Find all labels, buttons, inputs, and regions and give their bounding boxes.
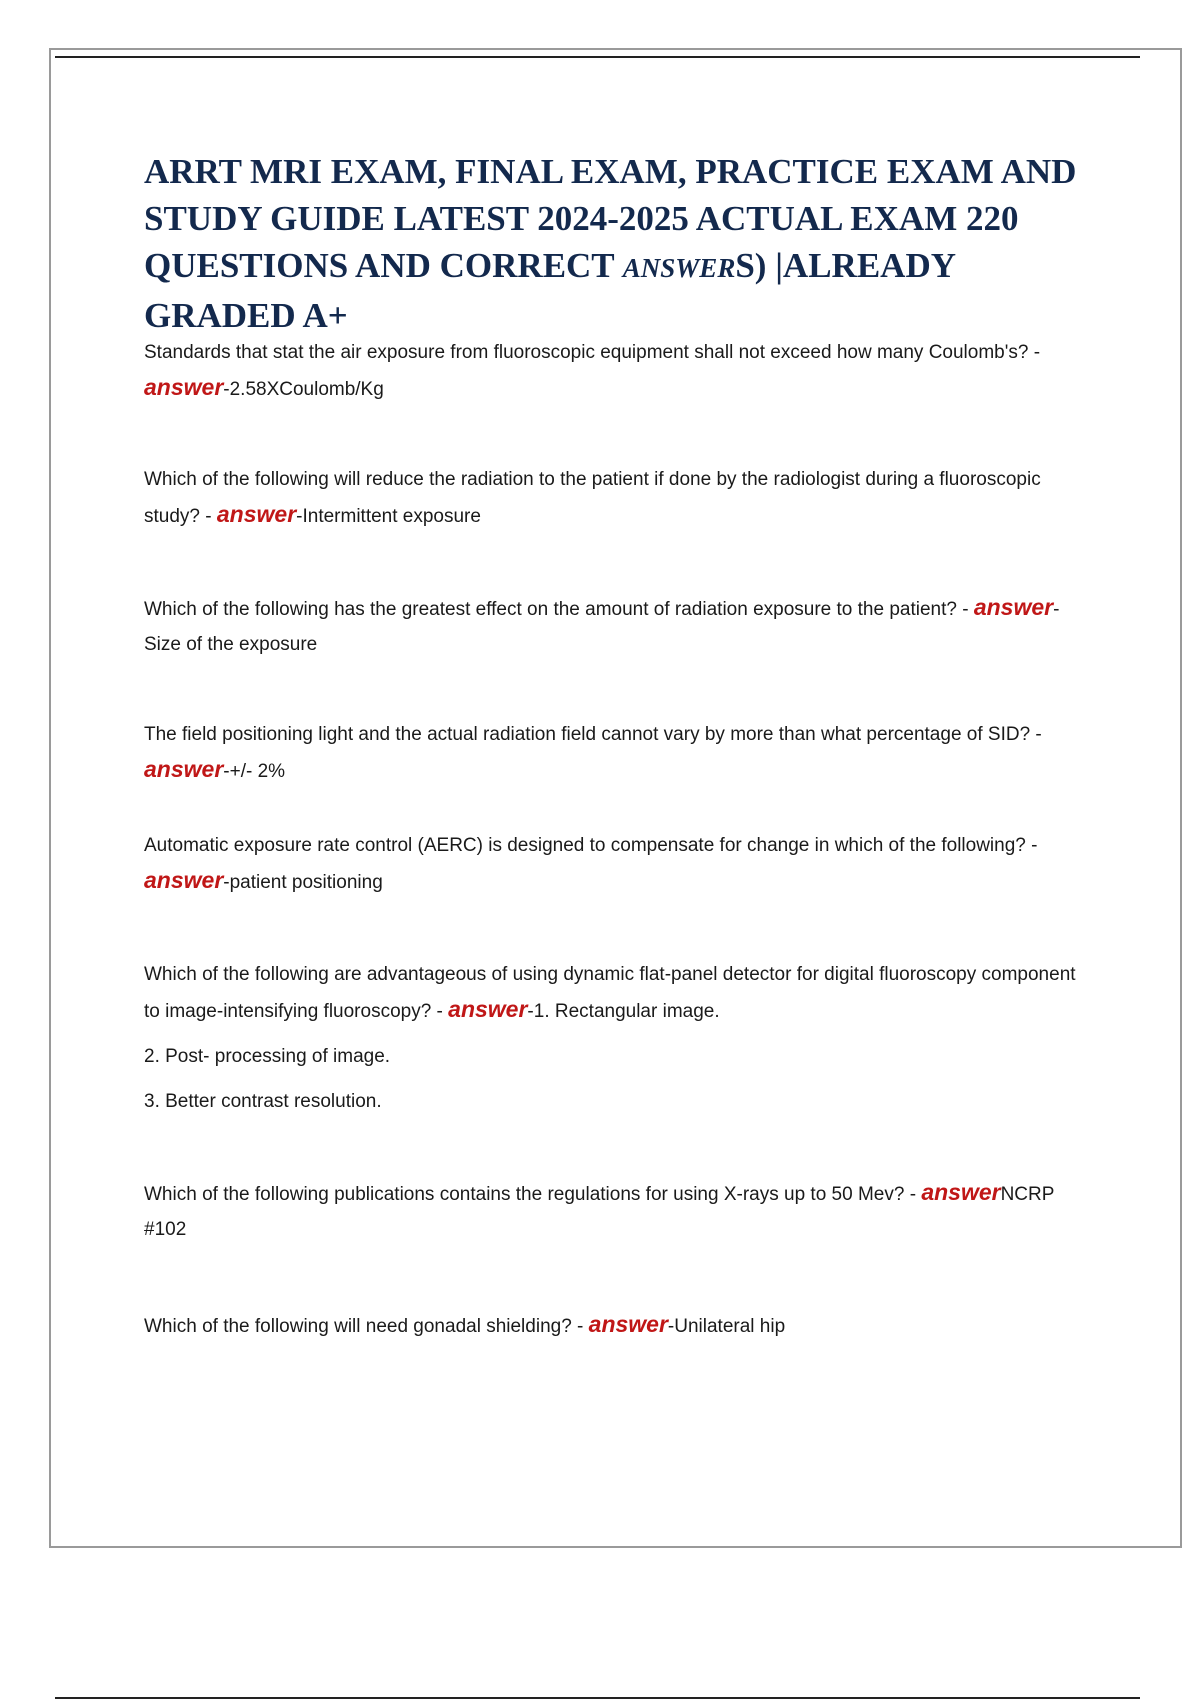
answer-text: patient positioning [229,872,383,893]
question-text: Which of the following will reduce the radiation to the patient if done by the radiologist during a fluoroscopic study? - [144,469,1041,527]
qa-item-2 [144,462,1084,534]
answer-label: answer [973,594,1054,620]
qa-item-1 [144,335,1084,407]
question-text: Which of the following publications contains the regulations for using X-rays up to 50 Mev? - [144,1184,922,1205]
question-text: Which of the following will need gonadal shielding? - [144,1316,589,1337]
qa-item-7 [144,1175,1084,1247]
answer-text: Size of the exposure [144,634,318,655]
answer-label: answer [448,996,528,1022]
answer-separator: - [296,506,303,527]
answer-label: answer [216,501,297,527]
answer-text: NCRP #102 [144,1184,1055,1240]
title-tail: S) |ALREADY GRADED A+ [144,246,955,335]
answer-separator: - [223,872,230,893]
document-title [144,148,1104,339]
question-text: Standards that stat the air exposure from fluoroscopic equipment shall not exceed how many Coulomb's? - [144,342,1041,363]
question-text: Automatic exposure rate control (AERC) is designed to compensate for change in which of the following? - [144,835,1038,856]
question-text: Which of the following are advantageous of using dynamic flat-panel detector for digital fluoroscopy component to image-intensifying fluoroscopy? - [144,964,1076,1022]
qa-item-3 [144,590,1084,662]
qa-item-8 [144,1307,1084,1344]
answer-text: +/- 2% [229,761,286,782]
answer-label: answer [144,867,224,893]
question-text: The field positioning light and the actual radiation field cannot vary by more than what percentage of SID? - [144,724,1042,745]
answer-label: answer [144,756,224,782]
answer-continuation: 2. Post- processing of image. [144,1046,391,1067]
qa-item-5 [144,828,1084,900]
answer-separator: - [223,379,230,400]
qa-item-4 [144,717,1084,789]
answer-text: 1. Rectangular image. [533,1001,720,1022]
bottom-rule [55,1697,1140,1699]
qa-item-6 [144,957,1084,1119]
question-text: Which of the following has the greatest effect on the amount of radiation exposure to the patient? - [144,599,974,620]
answer-text: Intermittent exposure [302,506,481,527]
answer-label: answer [921,1179,1001,1205]
top-rule [55,56,1140,58]
title-answers-word: ANSWER [622,253,736,283]
answer-separator: - [667,1316,675,1337]
answer-label: answer [144,374,224,400]
answer-continuation: 3. Better contrast resolution. [144,1091,382,1112]
answer-label: answer [588,1311,668,1337]
answer-separator: - [527,1001,534,1022]
answer-text: Unilateral hip [674,1316,786,1337]
answer-text: 2.58XCoulomb/Kg [229,379,384,400]
answer-separator: - [1053,599,1060,620]
title-main: ARRT MRI EXAM, FINAL EXAM, PRACTICE EXAM AND STUDY GUIDE LATEST 2024-2025 ACTUAL EXAM 220 QUESTIONS AND CORRECT [144,152,1077,285]
answer-separator: - [223,761,230,782]
